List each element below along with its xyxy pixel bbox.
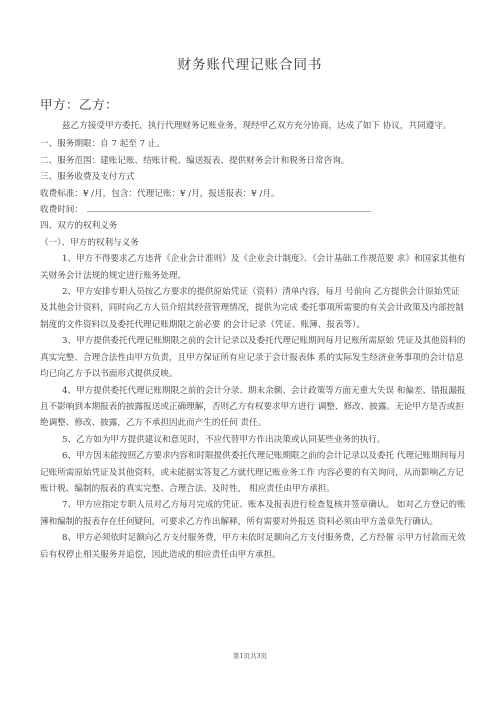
fee-time-row bbox=[40, 202, 468, 218]
clause-2: 2、甲方安排专职人员按乙方要求的提供原始凭证（资料）清单内容，每月 号前向 乙方提供会计原始凭证及其他会计资料，同时向乙方人员介绍其经营管理情况，提供为完成 委托事项所需要的有关会计政策及内部控制制度的文件资料以及委托代理记账期限之前必要 的会计记录（凭证、账簿、报表等）。 bbox=[40, 287, 464, 330]
fee-standard: 收费标准：¥ /月，包含：代理记账：¥ /月，报送报表：¥ /月。 bbox=[40, 188, 280, 199]
clause-7: 7、甲方应指定专职人员对乙方每月完成的凭证、账本及报表进行检查复核并签章确认。 如对乙方登记的账簿和编制的报表存在任何疑问，可要求乙方作出解释，所有需要对外报送 资料必须由甲方盖章先行确认。 bbox=[40, 500, 466, 527]
section-service-period: 一、服务期限：自 7 起至 7 止。 bbox=[40, 139, 165, 150]
subsection-party-a: （一）、甲方的权利与义务 bbox=[40, 237, 139, 248]
clause-3: 3、甲方提供委托代理记账期限之前的会计记录以及委托代理记账期间每月记账所需原始 凭证及其他资料的真实完整、合理合法性由甲方负责，且甲方保证所有应记录于会计报表体 系的实际发生经济业务事项的会计信息均已向乙方予以书面形式提供反映。 bbox=[40, 336, 466, 380]
page-number-footer: 第1页共3页 bbox=[232, 652, 268, 660]
document-body bbox=[40, 118, 468, 563]
section-fee-heading: 三、服务收费及支付方式 bbox=[40, 172, 135, 183]
clause-4: 4、甲方提供委托代理记账期限之前的会计分录、期末余额、会计政策等方面无重大失误 和偏差、错报漏报且不影响到本期报表的披露报送或正确理解，否则乙方有权要求甲方进行 调整、修改、披露。无论甲方是否或拒绝调整、修改、披露，乙方不承担因此而产生的任何 责任。 bbox=[40, 385, 466, 429]
document-title: 财务账代理记账合同书 bbox=[177, 57, 323, 73]
clause-5: 5、乙方如为甲方提供建议和意见时，不应代替甲方作出决策或认同某些业务的执行。 bbox=[62, 434, 386, 445]
clause-8: 8、甲方必须依时足额向乙方支付服务费，甲方未依时足额向乙方支付服务费，乙方经催 示甲方付款而无效后有权停止相关服务并追偿，因此造成的相应责任由甲方承担。 bbox=[40, 533, 466, 560]
clause-1: 1、甲方不得要求乙方违背《企业会计准则》及《企业会计制度》、《会计基础工作规范要 求》和国家其他有关财务会计法规的规定进行账务处理。 bbox=[40, 254, 466, 281]
section-service-scope: 二、服务范围：建账记账、结账计税、编送报表、提供财务会计和税务日常咨询。 bbox=[40, 155, 350, 166]
clause-6: 6、甲方因未能按照乙方要求内容和时限提供委托代理记账期限之前的会计记录以及委托 代理记账期间每月记账所需原始凭证及其他资料，或未能据实答复乙方就代理记账业务工作 内容必要的有关询问，从而影响乙方记账计税、编制的报表的真实完整、合理合法、及时性， 相应责任由甲方承担。 bbox=[40, 451, 466, 494]
fee-time-label: 收费时间： bbox=[40, 205, 83, 216]
intro-paragraph: 兹乙方接受甲方委托，执行代理财务记账业务，现经甲乙双方充分协商，达成了如下 协议，共同遵守。 bbox=[62, 121, 452, 131]
section-rights-heading: 四、双方的权利义务 bbox=[40, 221, 118, 232]
fee-time-blank-line bbox=[87, 202, 371, 212]
parties-line: 甲方：乙方： bbox=[40, 97, 119, 112]
